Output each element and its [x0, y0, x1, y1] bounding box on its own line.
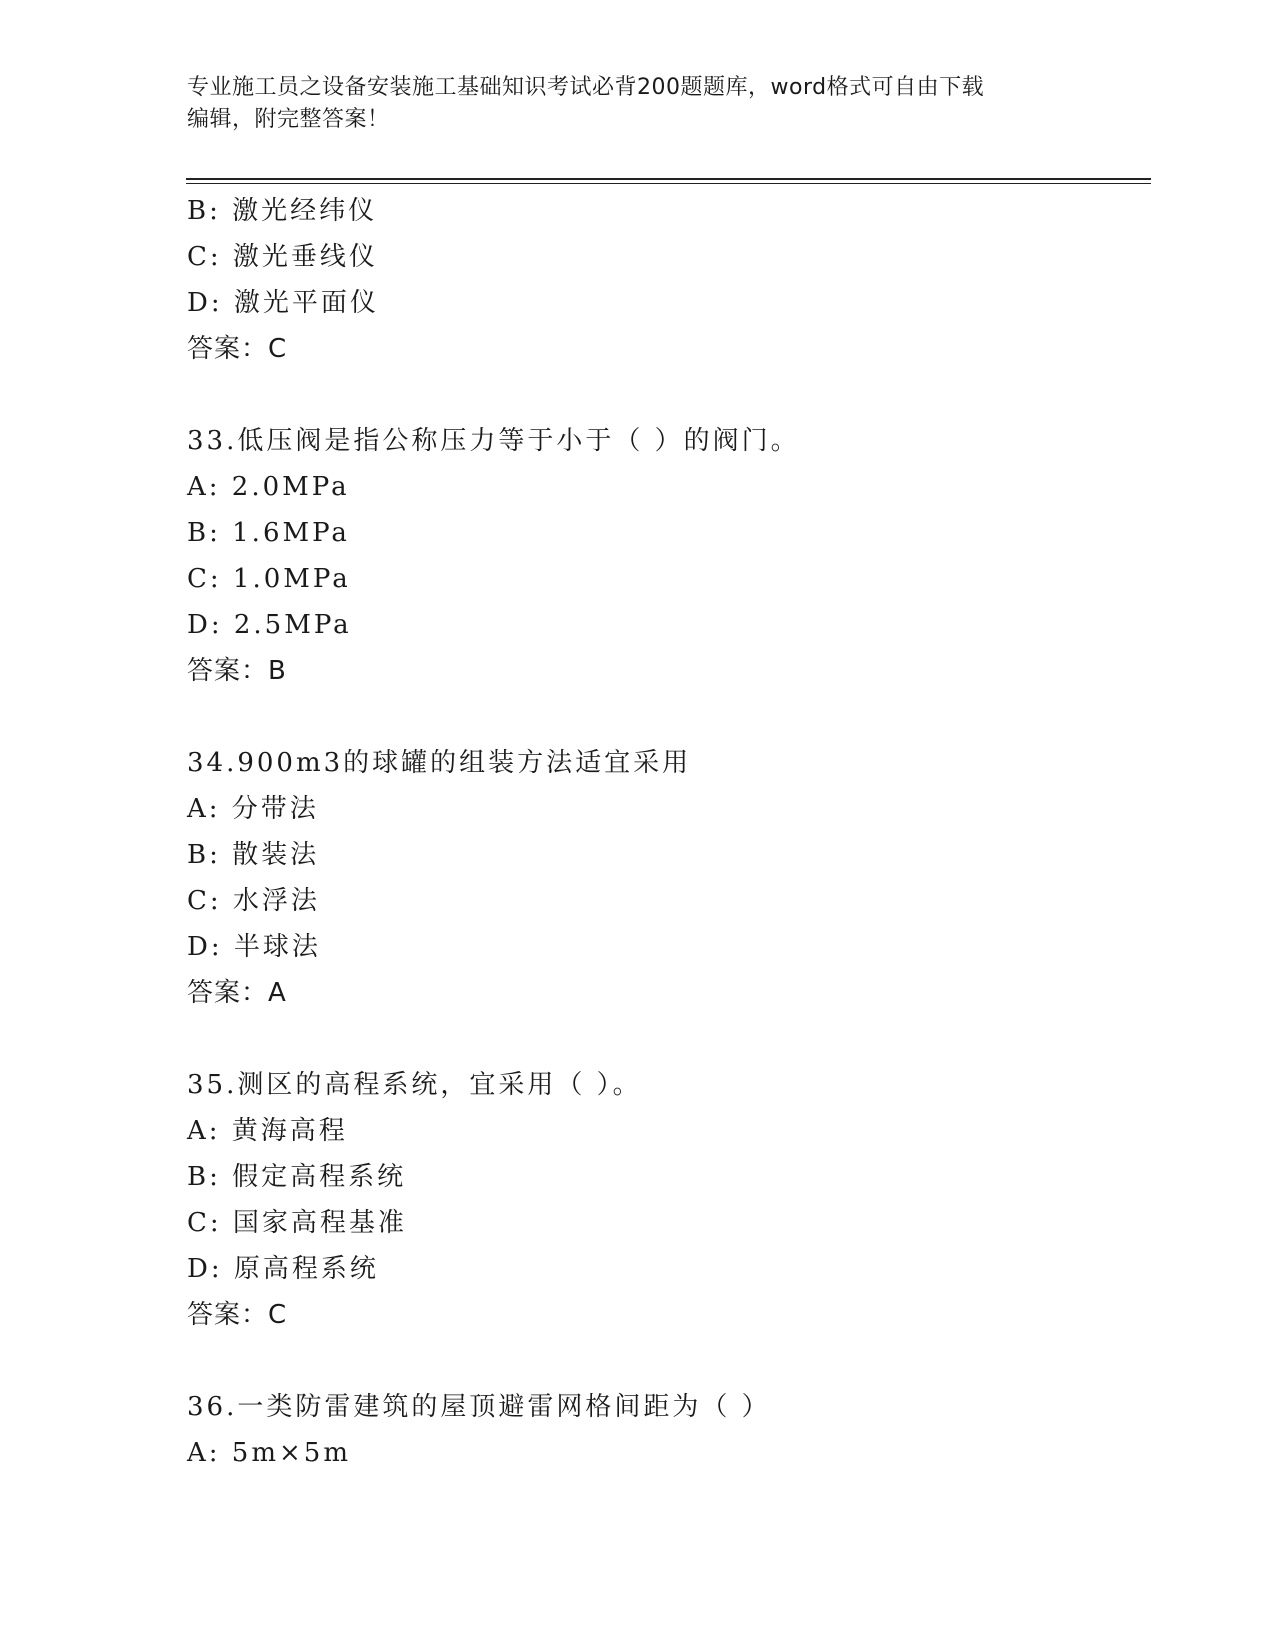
option-d: D: 2.5MPa [187, 610, 352, 640]
spacer [187, 694, 1147, 740]
option-c: C: 激光垂线仪 [187, 242, 378, 272]
option-b: B: 假定高程系统 [187, 1162, 407, 1192]
question-block-34 [187, 740, 1147, 1016]
option-c: C: 1.0MPa [187, 564, 351, 594]
question-block-33 [187, 418, 1147, 694]
header-line-1: 专业施工员之设备安装施工基础知识考试必背200题题库，word格式可自由下载 [187, 75, 985, 100]
question-text: 35.测区的高程系统，宜采用（ ）。 [187, 1070, 642, 1100]
option-b: B: 散装法 [187, 840, 320, 870]
option-a: A: 5m×5m [187, 1438, 351, 1468]
question-block-35 [187, 1062, 1147, 1338]
answer: 答案：A [187, 978, 287, 1008]
question-block-32 [187, 188, 1147, 372]
header-line-2: 编辑，附完整答案！ [187, 107, 390, 132]
option-c: C: 水浮法 [187, 886, 320, 916]
answer: 答案：B [187, 656, 287, 686]
question-text: 36.一类防雷建筑的屋顶避雷网格间距为（ ） [187, 1392, 771, 1422]
option-c: C: 国家高程基准 [187, 1208, 407, 1238]
spacer [187, 372, 1147, 418]
question-text: 33.低压阀是指公称压力等于小于（ ）的阀门。 [187, 426, 800, 456]
option-b: B: 激光经纬仪 [187, 196, 378, 226]
question-list [187, 188, 1147, 1476]
answer: 答案：C [187, 334, 288, 364]
option-a: A: 分带法 [187, 794, 319, 824]
question-text: 34.900m3的球罐的组装方法适宜采用 [187, 748, 692, 778]
option-d: D: 半球法 [187, 932, 321, 962]
option-a: A: 黄海高程 [187, 1116, 348, 1146]
answer: 答案：C [187, 1300, 288, 1330]
header-divider-thick [186, 178, 1151, 180]
question-block-36 [187, 1384, 1147, 1476]
document-header [187, 72, 1087, 136]
option-a: A: 2.0MPa [187, 472, 350, 502]
spacer [187, 1016, 1147, 1062]
option-b: B: 1.6MPa [187, 518, 350, 548]
spacer [187, 1338, 1147, 1384]
header-divider-thin [186, 183, 1151, 184]
option-d: D: 激光平面仪 [187, 288, 379, 318]
option-d: D: 原高程系统 [187, 1254, 379, 1284]
